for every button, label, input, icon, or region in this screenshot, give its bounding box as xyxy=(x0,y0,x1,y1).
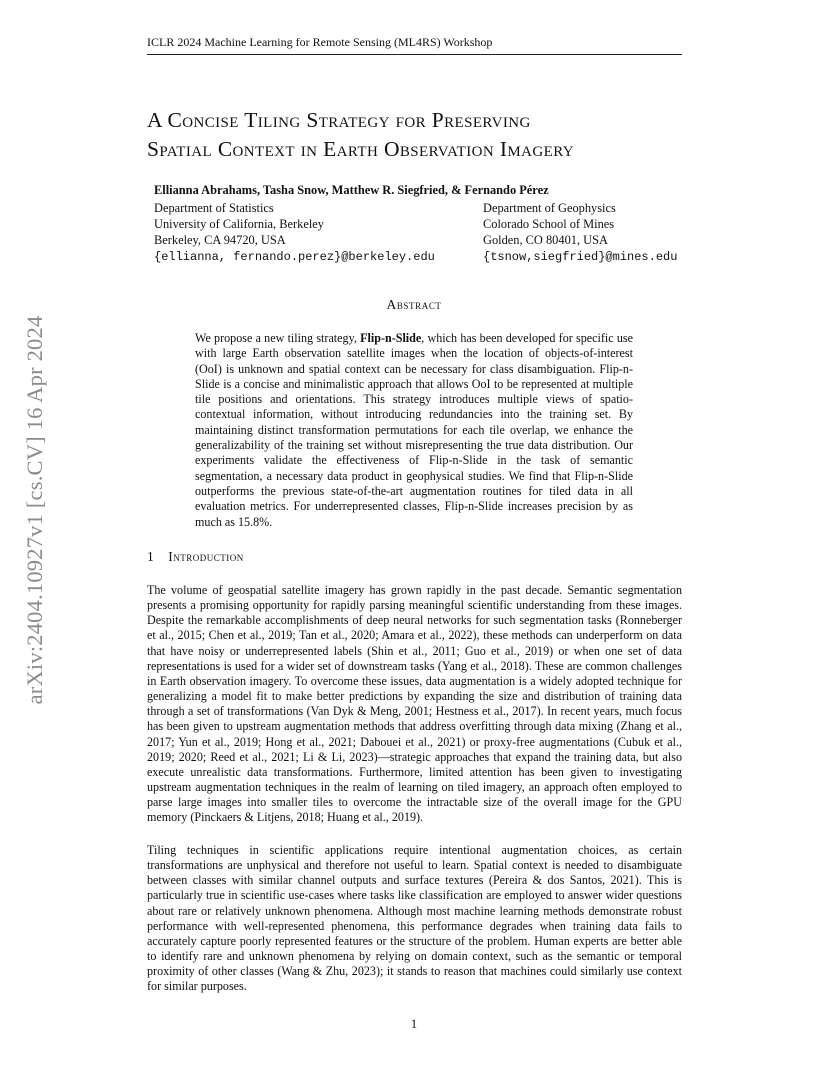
paper-title-line-1: A Concise Tiling Strategy for Preserving xyxy=(147,108,531,132)
affiliation-email: {tsnow,siegfried}@mines.edu xyxy=(483,249,678,264)
abstract-text-rest: , which has been developed for specific use with large Earth observation satellite images when the location of objects-of-interest (OoI) is unknown and spatial context can be necessary for class disambiguation. Flip-n-Slide is a concise and minimalistic approach that allows OoI to be represented at multiple tile positions and orientations. This strategy introduces multiple views of spatio-contextual information, without introducing redundancies into the training set. By maintaining distinct transformation permutations for each tile overlap, we enhance the generalizability of the training set without misrepresenting the true data distribution. Our experiments validate the effectiveness of Flip-n-Slide in the task of semantic segmentation, a necessary data product in geophysical studies. We find that Flip-n-Slide outperforms the previous state-of-the-art augmentation routines for tiled data in all evaluation metrics. For underrepresented classes, Flip-n-Slide increases precision by as much as 15.8%. xyxy=(195,331,633,529)
affiliation-address: Berkeley, CA 94720, USA xyxy=(154,233,286,248)
paper-title xyxy=(147,106,707,164)
affiliation-institution: Colorado School of Mines xyxy=(483,217,615,232)
section-number: 1 xyxy=(147,549,155,564)
page-number: 1 xyxy=(410,1017,418,1031)
section-title: Introduction xyxy=(168,549,244,564)
running-header: ICLR 2024 Machine Learning for Remote Sensing (ML4RS) Workshop xyxy=(147,35,682,55)
arxiv-identifier xyxy=(20,285,50,735)
arxiv-identifier-text: arXiv:2404.10927v1 [cs.CV] 16 Apr 2024 xyxy=(22,315,47,705)
affiliation-berkeley xyxy=(154,200,435,265)
section-heading-introduction xyxy=(147,549,244,565)
paper-title-line-2: Spatial Context in Earth Observation Imagery xyxy=(147,137,575,161)
affiliation-department: Department of Statistics xyxy=(154,201,274,215)
abstract-text xyxy=(195,331,633,530)
affiliation-address: Golden, CO 80401, USA xyxy=(483,233,608,248)
affiliation-email: {ellianna, fernando.perez}@berkeley.edu xyxy=(154,249,435,264)
abstract-text-start: We propose a new tiling strategy, xyxy=(195,331,361,345)
body-paragraph-1: The volume of geospatial satellite imagery has grown rapidly in the past decade. Semantic segmentation presents a promising opportunity for rapidly parsing meaningful scientific understanding from these images. Despite the remarkable accomplishments of deep neural networks for such segmentation tasks (Ronneberger et al., 2015; Chen et al., 2019; Tan et al., 2020; Amara et al., 2022), these methods can underperform on data that have noisy or underrepresented labels (Shin et al., 2011; Guo et al., 2019) or when one set of data representations is used for a wider set of downstream tasks (Yang et al., 2018). These are common challenges in Earth observation imagery. To overcome these issues, data augmentation is a widely adopted technique for generalizing a model fit to make better predictions by expanding the size and distribution of training data through a set of transformations (Van Dyk & Meng, 2001; Hestness et al., 2017). In recent years, much focus has been given to upstream augmentation methods that address overfitting through data mixing (Zhang et al., 2017; Yun et al., 2019; Hong et al., 2021; Dabouei et al., 2021) or proxy-free augmentations (Cubuk et al., 2019; 2020; Reed et al., 2021; Li & Li, 2023)—strategic approaches that expand the training data, but also execute unrealistic data transformations. Furthermore, limited attention has been given to investigating upstream augmentation techniques in the realm of learning on tiled imagery, an approach often employed to parse large images into smaller tiles to overcome the intractable size of the overall image for the GPU memory (Pinckaers & Litjens, 2018; Huang et al., 2019). xyxy=(147,583,682,825)
method-name: Flip-n-Slide xyxy=(360,331,422,345)
affiliation-mines xyxy=(483,200,677,265)
body-paragraph-2: Tiling techniques in scientific applications require intentional augmentation choices, as certain transformations are unphysical and therefore not useful to learn. Spatial context is needed to disambiguate between classes with similar channel outputs and surface textures (Pereira & dos Santos, 2021). This is particularly true in scientific use-cases where tasks like classification are employed to answer wider questions about rare or relatively unknown phenomena. Although most machine learning methods demonstrate robust performance with well-represented phenomena, this performance degrades when training data fails to accurately capture poorly represented features or the structure of the problem. Human experts are better able to identify rare and unknown phenomena by relying on domain context, such as the semantic or temporal proximity of other classes (Wang & Zhu, 2023); it stands to reason that machines could similarly use context for similar purposes. xyxy=(147,843,682,994)
author-list: Ellianna Abrahams, Tasha Snow, Matthew R. Siegfried, & Fernando Pérez xyxy=(154,183,549,197)
affiliation-institution: University of California, Berkeley xyxy=(154,217,324,232)
affiliation-department: Department of Geophysics xyxy=(483,201,616,215)
abstract-heading: Abstract xyxy=(386,297,442,312)
